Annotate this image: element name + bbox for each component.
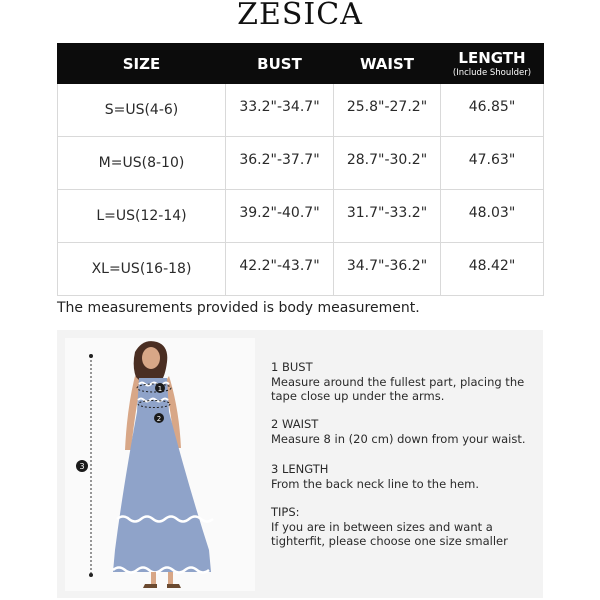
tips-title: TIPS: <box>271 505 300 519</box>
cell-length: 48.03" <box>441 190 544 243</box>
cell-size: M=US(8-10) <box>58 137 226 190</box>
header-length <box>441 44 544 84</box>
bust-title: 1 BUST <box>271 360 313 374</box>
header-bust: BUST <box>226 44 334 84</box>
ruler-top-dot <box>89 354 93 358</box>
measurement-guide <box>57 330 543 598</box>
size-chart-table <box>57 43 544 296</box>
marker-1 <box>155 383 165 393</box>
table-header-row <box>58 44 544 84</box>
cell-bust: 42.2"-43.7" <box>226 243 334 296</box>
cell-bust: 33.2"-34.7" <box>226 84 334 137</box>
table-row <box>58 137 544 190</box>
waist-title: 2 WAIST <box>271 417 319 431</box>
length-title: 3 LENGTH <box>271 462 329 476</box>
dress-illustration <box>65 338 255 591</box>
svg-text:2: 2 <box>156 415 162 423</box>
header-length-note: (Include Shoulder) <box>452 68 532 78</box>
waist-description: Measure 8 in (20 cm) down from your waist. <box>271 431 526 446</box>
ruler-bottom-dot <box>89 573 93 577</box>
svg-text:3: 3 <box>79 462 85 471</box>
header-waist: WAIST <box>334 44 441 84</box>
model-photo <box>65 338 255 591</box>
tips <box>271 505 531 549</box>
cell-size: L=US(12-14) <box>58 190 226 243</box>
header-size: SIZE <box>58 44 226 84</box>
waist-instruction <box>271 417 531 446</box>
cell-length: 47.63" <box>441 137 544 190</box>
cell-size: XL=US(16-18) <box>58 243 226 296</box>
length-description: From the back neck line to the hem. <box>271 476 480 491</box>
marker-3 <box>76 460 88 472</box>
marker-2 <box>154 413 164 423</box>
bust-description: Measure around the fullest part, placing the tape close up under the arms. <box>271 374 525 403</box>
cell-length: 46.85" <box>441 84 544 137</box>
cell-bust: 39.2"-40.7" <box>226 190 334 243</box>
measurement-note: The measurements provided is body measurement. <box>57 300 420 316</box>
cell-waist: 34.7"-36.2" <box>334 243 441 296</box>
svg-text:1: 1 <box>157 385 163 393</box>
cell-size: S=US(4-6) <box>58 84 226 137</box>
length-instruction <box>271 462 531 491</box>
cell-waist: 28.7"-30.2" <box>334 137 441 190</box>
table-row <box>58 84 544 137</box>
cell-waist: 25.8"-27.2" <box>334 84 441 137</box>
table-row <box>58 243 544 296</box>
cell-waist: 31.7"-33.2" <box>334 190 441 243</box>
bust-instruction <box>271 360 531 404</box>
tips-description: If you are in between sizes and want a tighterfit, please choose one size smaller <box>271 519 508 548</box>
cell-bust: 36.2"-37.7" <box>226 137 334 190</box>
brand-logo: ZESICA <box>237 0 363 32</box>
header-length-label: LENGTH <box>458 49 526 67</box>
table-row <box>58 190 544 243</box>
cell-length: 48.42" <box>441 243 544 296</box>
